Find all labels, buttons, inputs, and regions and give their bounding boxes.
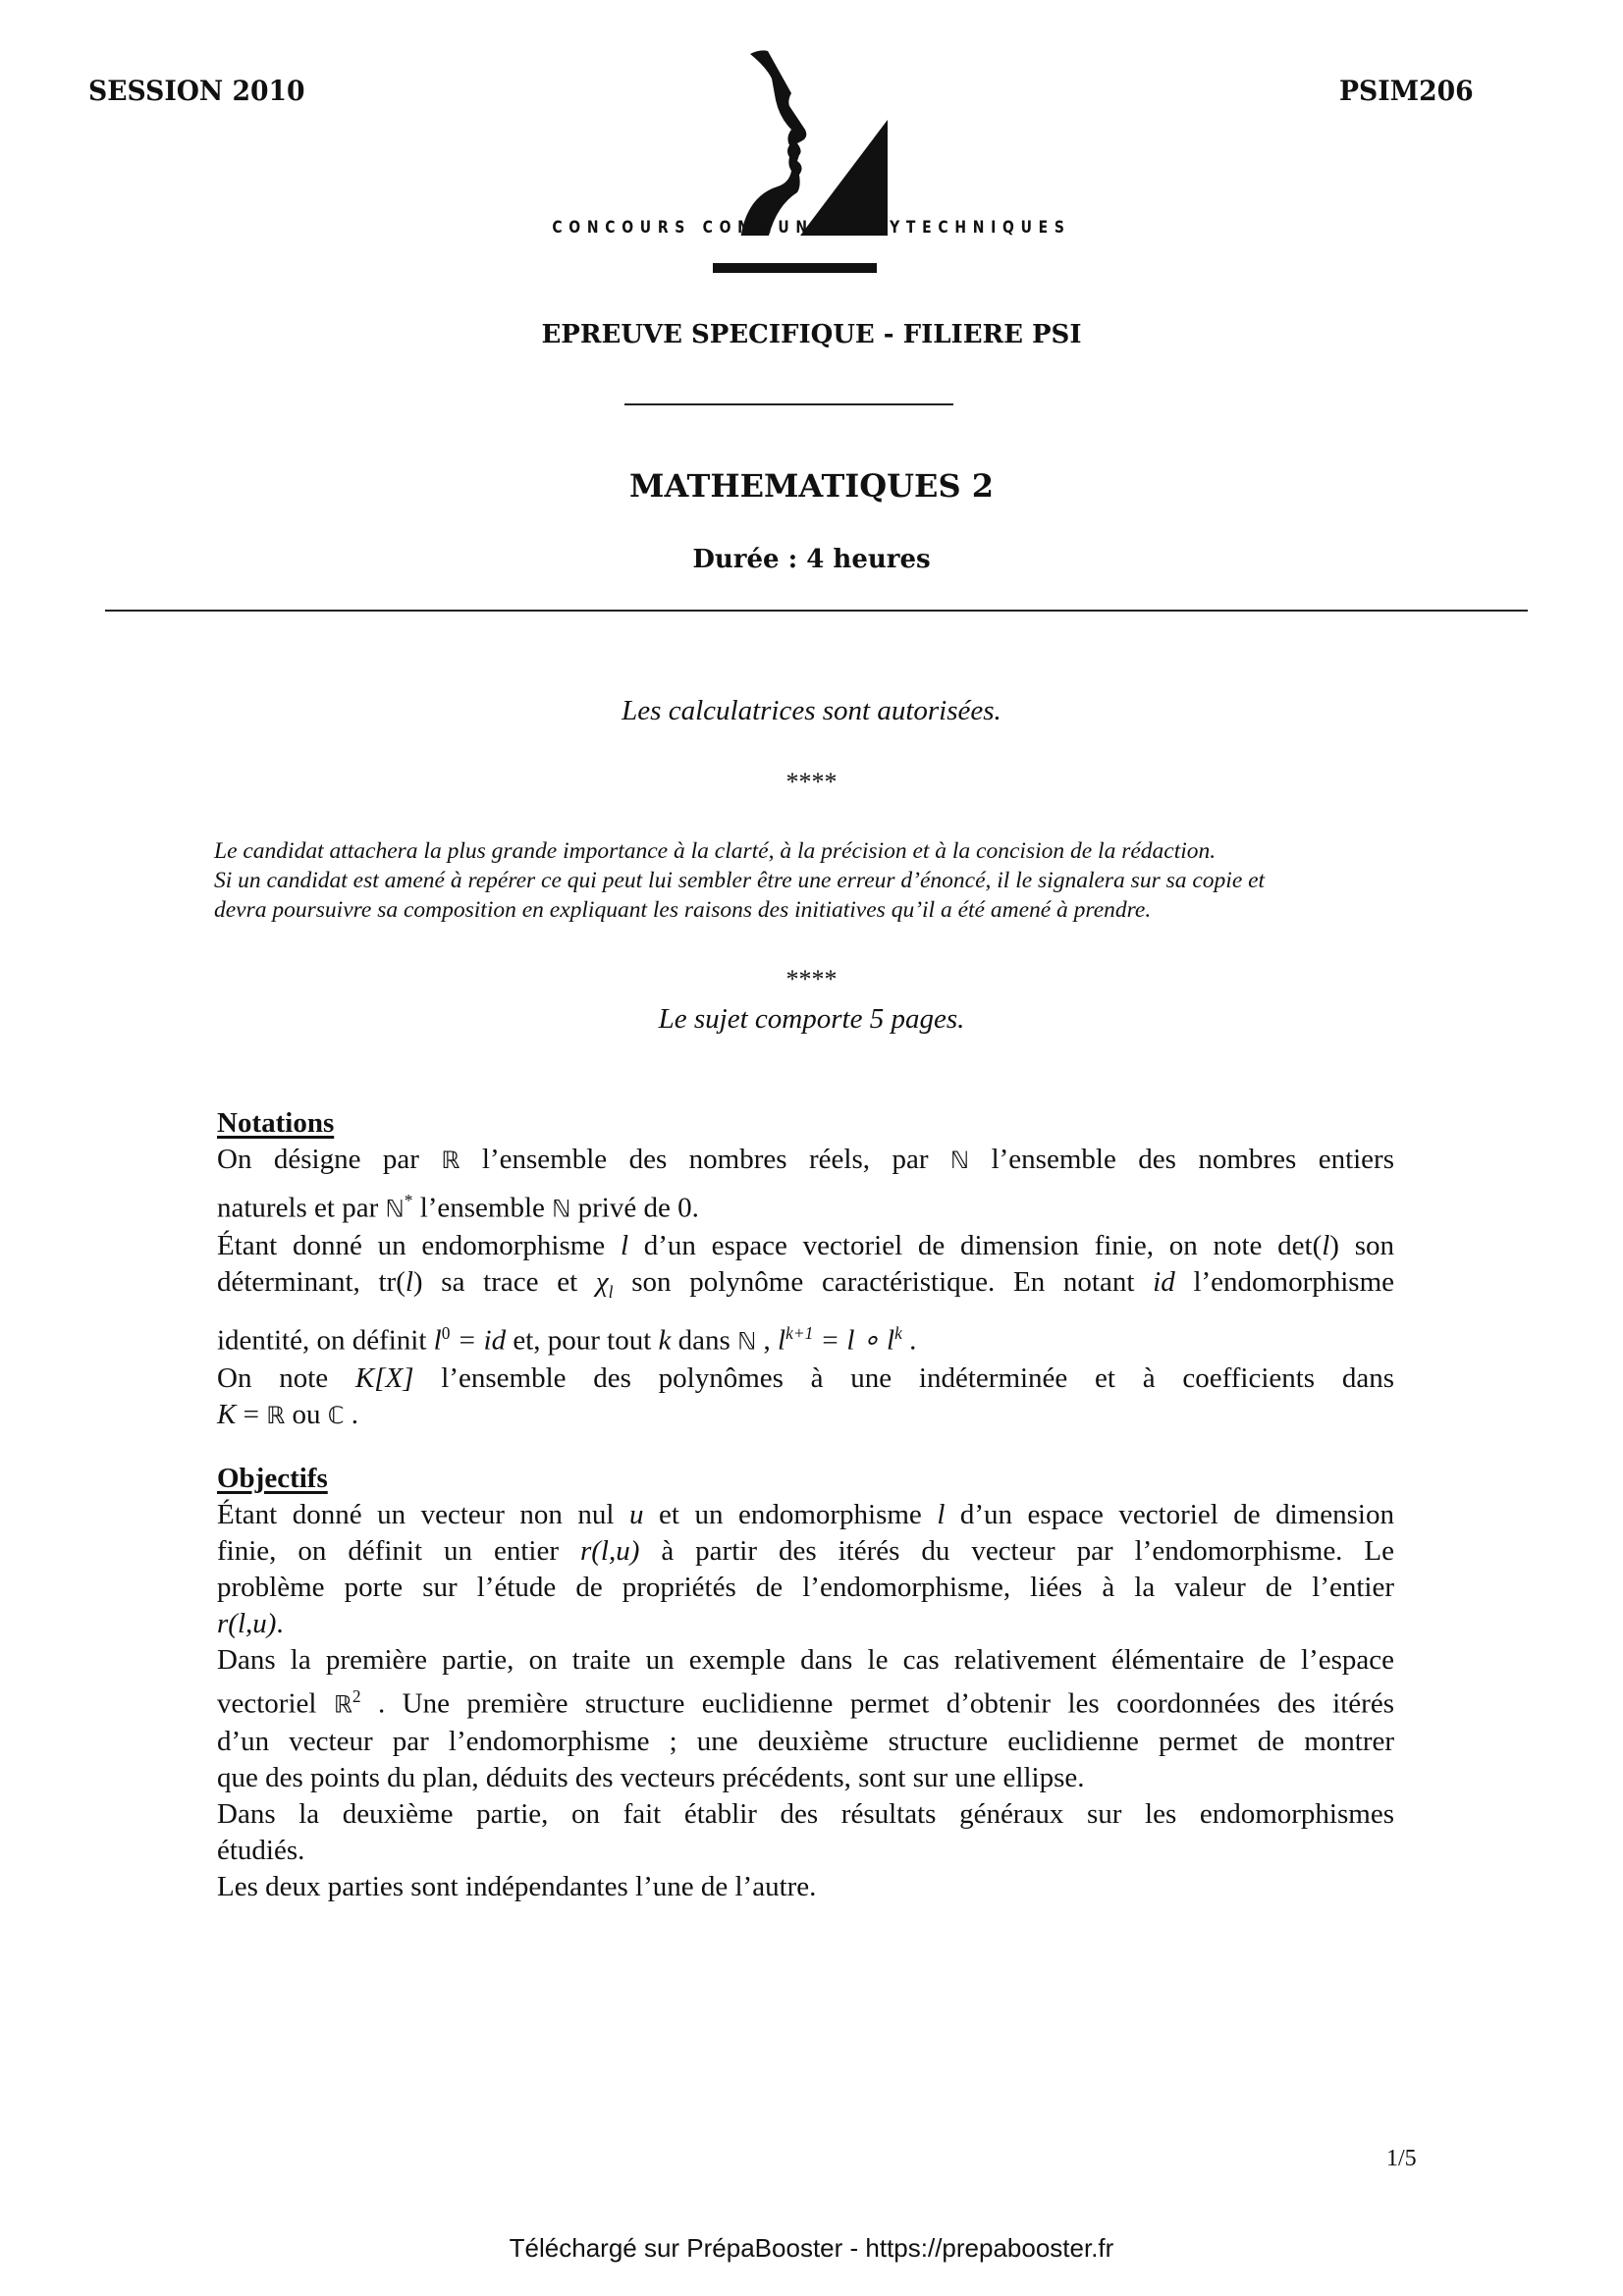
text-run: l’ensemble des polynômes à une indéterminée et à coefficients dans: [413, 1362, 1394, 1395]
subject-title: MATHEMATIQUES 2: [629, 467, 994, 505]
text-run: = l ∘ l: [813, 1325, 895, 1358]
text-run: l: [620, 1229, 628, 1261]
text-run: l: [778, 1325, 786, 1358]
text-run: .: [276, 1608, 284, 1639]
text-run: naturels et par: [217, 1192, 386, 1224]
text-run: 0: [441, 1323, 451, 1344]
text-run: k: [894, 1323, 902, 1344]
notations-paragraph: [217, 1142, 1394, 1434]
text-run: déterminant, tr(: [217, 1265, 406, 1298]
text-line: [217, 1679, 1394, 1724]
text-run: l: [433, 1325, 442, 1358]
instruction-line: devra poursuivre sa composition en expliquant les raisons des initiatives qu’il a été amené à prendre.: [214, 897, 1152, 923]
section-title-objectifs: Objectifs: [217, 1463, 328, 1494]
text-run: l’ensemble: [412, 1192, 553, 1224]
separator-stars: ****: [785, 768, 838, 796]
download-footer: Téléchargé sur PrépaBooster - https://prepabooster.fr: [509, 2233, 1114, 2263]
text-run: dans: [671, 1325, 738, 1358]
text-line: [217, 1533, 1394, 1570]
text-line: Dans la deuxième partie, on fait établir des résultats généraux sur les endomorphismes: [217, 1797, 1394, 1830]
text-run: l: [405, 1265, 413, 1298]
text-run: Étant donné un vecteur non nul: [217, 1499, 629, 1530]
text-run: ℕ: [737, 1328, 757, 1357]
text-run: k+1: [785, 1323, 814, 1344]
text-line: [217, 1183, 1394, 1228]
ccp-logo: [681, 39, 897, 236]
text-run: d’un espace vectoriel de dimension: [945, 1499, 1394, 1530]
text-run: ℕ: [949, 1147, 970, 1174]
text-run: identité, on définit: [217, 1325, 434, 1358]
text-line: [217, 1606, 1394, 1642]
text-run: l’ensemble des nombres réels, par: [460, 1144, 950, 1175]
text-run: son polynôme caractéristique. En notant: [613, 1265, 1154, 1298]
text-run: l’endomorphisme: [1174, 1265, 1395, 1298]
text-run: ℝ: [441, 1147, 460, 1174]
text-run: à partir des itérés du vecteur par l’endomorphisme. Le: [639, 1535, 1394, 1567]
text-line: d’un vecteur par l’endomorphisme ; une deuxième structure euclidienne permet de montrer: [217, 1725, 1394, 1757]
text-run: . Une première structure euclidienne permet d’obtenir les coordonnées des itérés: [360, 1687, 1394, 1720]
text-line: [217, 1264, 1394, 1310]
text-line: [217, 1142, 1394, 1179]
instruction-line: Le candidat attachera la plus grande importance à la clarté, à la précision et à la concision de la rédaction.: [214, 838, 1217, 864]
text-run: et, pour tout: [506, 1325, 659, 1358]
text-run: ℕ: [385, 1195, 405, 1223]
text-run: *: [404, 1191, 413, 1210]
text-run: ) sa trace et: [412, 1265, 596, 1298]
text-run: k: [658, 1325, 672, 1358]
text-run: .: [901, 1325, 917, 1358]
text-run: ℂ: [327, 1402, 345, 1430]
logo-bar: [713, 263, 877, 273]
text-line: [217, 1497, 1394, 1533]
exam-type: EPREUVE SPECIFIQUE - FILIERE PSI: [541, 320, 1082, 349]
text-run: χ: [595, 1265, 609, 1298]
duration: Durée : 4 heures: [692, 545, 931, 574]
section-title-notations: Notations: [217, 1107, 335, 1139]
objectifs-paragraph: [217, 1497, 1394, 1905]
text-line: Dans la première partie, on traite un exemple dans le cas relativement élémentaire de l’espace: [217, 1644, 1394, 1676]
text-run: id: [1153, 1265, 1175, 1298]
text-run: ,: [756, 1325, 779, 1358]
text-line: que des points du plan, déduits des vecteurs précédents, sont sur une ellipse.: [217, 1761, 1085, 1793]
text-line: [217, 1361, 1394, 1397]
text-run: et un endomorphisme: [643, 1499, 938, 1530]
text-run: d’un espace vectoriel de dimension finie, on note det(: [628, 1229, 1323, 1261]
text-run: On désigne par: [217, 1144, 442, 1175]
text-run: r(l,u): [579, 1535, 640, 1567]
text-line: [217, 1228, 1394, 1264]
logo-profile-shape: [740, 50, 806, 236]
text-run: vectoriel: [217, 1687, 334, 1720]
text-line: étudiés.: [217, 1834, 305, 1866]
separator-stars: ****: [785, 965, 838, 993]
calculator-note: Les calculatrices sont autorisées.: [622, 695, 1001, 726]
divider-short: [624, 403, 953, 405]
text-line: [217, 1397, 1394, 1434]
text-run: ℝ: [266, 1402, 286, 1430]
text-run: l: [608, 1281, 614, 1302]
text-run: l’ensemble des nombres entiers: [969, 1144, 1395, 1175]
session-label: SESSION 2010: [88, 75, 305, 107]
text-run: l: [937, 1499, 946, 1530]
divider-long: [105, 610, 1528, 612]
text-line: [217, 1315, 1394, 1361]
text-run: ℕ: [552, 1195, 571, 1223]
text-run: ℝ: [333, 1690, 352, 1719]
text-run: = id: [450, 1325, 507, 1358]
text-run: finie, on définit un entier: [217, 1535, 580, 1567]
text-run: =: [236, 1399, 267, 1431]
text-run: ou: [285, 1399, 328, 1431]
instruction-line: Si un candidat est amené à repérer ce qui peut lui sembler être une erreur d’énoncé, il le signalera sur sa copie et: [214, 868, 1266, 893]
text-run: .: [344, 1399, 358, 1431]
text-run: K: [217, 1399, 237, 1431]
text-run: privé de 0.: [570, 1192, 699, 1224]
page-count-note: Le sujet comporte 5 pages.: [658, 1003, 965, 1035]
text-run: Étant donné un endomorphisme: [217, 1229, 621, 1261]
text-run: K[X]: [354, 1362, 414, 1395]
logo-text: CONCOURS COMMUNS POLYTECHNIQUES: [552, 218, 1071, 238]
exam-code: PSIM206: [1339, 75, 1474, 107]
text-run: l: [1322, 1229, 1330, 1261]
candidate-instructions: [214, 836, 1432, 925]
text-run: 2: [352, 1686, 361, 1706]
text-run: u: [629, 1499, 644, 1530]
text-run: ) son: [1329, 1229, 1394, 1261]
text-line: Les deux parties sont indépendantes l’une de l’autre.: [217, 1870, 817, 1902]
page-number: 1/5: [1386, 2146, 1417, 2171]
text-line: problème porte sur l’étude de propriétés de l’endomorphisme, liées à la valeur de l’entier: [217, 1572, 1394, 1603]
text-run: On note: [217, 1362, 355, 1395]
text-run: r(l,u): [217, 1608, 277, 1639]
